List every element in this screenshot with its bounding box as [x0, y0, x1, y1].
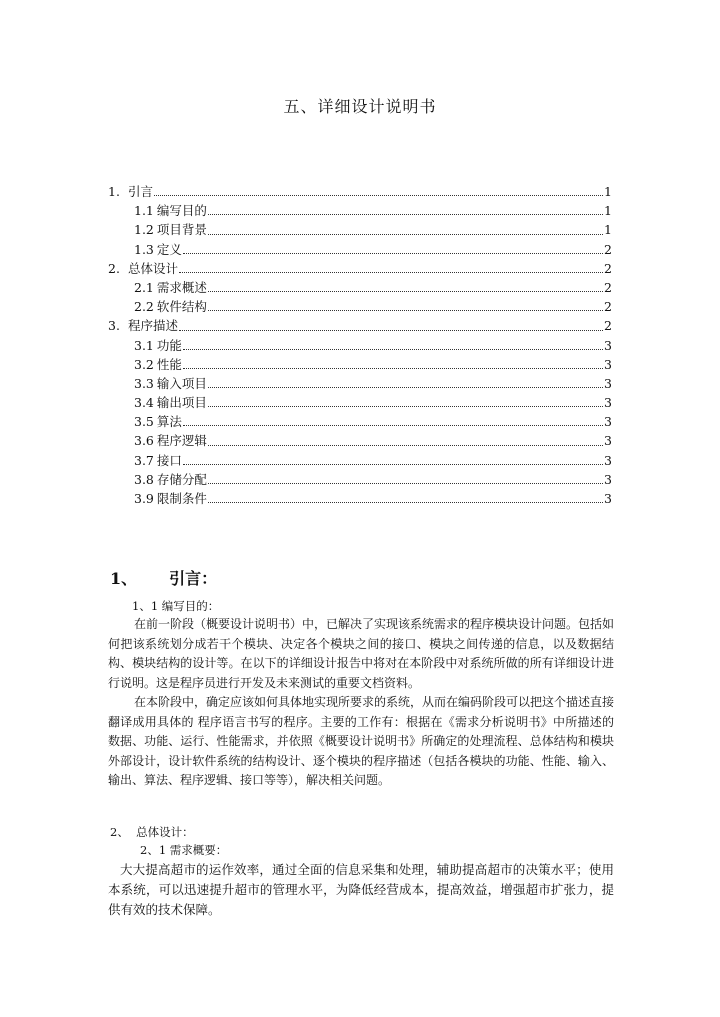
toc-entry-number: 2.2	[134, 299, 154, 315]
toc-entry-label: 总体设计	[127, 260, 178, 276]
toc-entry-background[interactable]	[108, 220, 612, 239]
toc-entry-interface[interactable]	[108, 451, 612, 470]
toc-entry-constraints[interactable]	[108, 489, 612, 508]
table-of-contents	[108, 182, 612, 508]
toc-entry-output-items[interactable]	[108, 393, 612, 412]
toc-entry-number: 3.3	[134, 375, 154, 391]
toc-leader-dots	[208, 233, 603, 235]
toc-leader-dots	[154, 194, 603, 196]
toc-entry-page: 1	[604, 203, 612, 219]
toc-leader-dots	[208, 444, 603, 446]
section-1-1-heading: 1、1 编写目的：	[132, 599, 220, 613]
toc-entry-number: 2.	[108, 260, 120, 276]
toc-entry-number: 3.4	[134, 395, 154, 411]
toc-entry-performance[interactable]	[108, 355, 612, 374]
toc-entry-label: 性能	[156, 356, 182, 372]
toc-leader-dots	[183, 367, 603, 369]
toc-entry-page: 3	[604, 337, 612, 353]
toc-entry-number: 3.6	[134, 433, 154, 449]
toc-leader-dots	[183, 463, 603, 465]
toc-entry-page: 3	[604, 471, 612, 487]
section-1-paragraph-1: 在前一阶段（概要设计说明书）中，已解决了实现该系统需求的程序模块设计问题。包括如何把该系统划分成若干个模块、决定各个模块之间的接口、模块之间传递的信息，以及数据结构、模块结构的设计等。在以下的详细设计报告中将对在本阶段中对系统所做的所有详细设计进行说明。这是程序员进行开发及未来测试的重要文档资料。	[108, 617, 615, 690]
section-2-paragraph: 大大提高超市的运作效率，通过全面的信息采集和处理，辅助提高超市的决策水平；使用本系统，可以迅速提升超市的管理水平，为降低经营成本，提高效益，增强超市扩张力，提供有效的技术保障。	[108, 862, 614, 917]
toc-entry-number: 3.7	[134, 452, 154, 468]
toc-entry-software-structure[interactable]	[108, 297, 612, 316]
toc-leader-dots	[179, 329, 603, 331]
toc-entry-number: 1.2	[134, 222, 154, 238]
section-1-title: 引言：	[169, 569, 218, 588]
toc-entry-page: 1	[604, 222, 612, 238]
toc-leader-dots	[208, 309, 603, 311]
toc-entry-label: 算法	[156, 414, 182, 430]
toc-leader-dots	[208, 213, 603, 215]
toc-entry-page: 3	[604, 491, 612, 506]
toc-entry-program-description[interactable]	[108, 316, 612, 335]
toc-leader-dots	[208, 386, 603, 388]
toc-entry-page: 2	[604, 318, 612, 334]
document-title: 五、详细设计说明书	[283, 97, 437, 116]
section-1-heading	[110, 566, 217, 589]
toc-entry-page: 3	[604, 375, 612, 391]
toc-entry-intro[interactable]	[108, 182, 612, 201]
toc-entry-number: 3.2	[134, 356, 154, 372]
section-2-heading: 2、 总体设计：	[110, 825, 194, 839]
toc-entry-page: 2	[604, 279, 612, 295]
toc-entry-label: 接口	[156, 452, 182, 468]
toc-entry-label: 定义	[156, 241, 182, 257]
toc-entry-program-logic[interactable]	[108, 431, 612, 450]
toc-entry-number: 3.8	[134, 471, 154, 487]
toc-entry-number: 1.3	[134, 241, 154, 257]
toc-entry-number: 3.9	[134, 491, 154, 506]
toc-leader-dots	[208, 405, 603, 407]
toc-entry-purpose[interactable]	[108, 201, 612, 220]
toc-entry-page: 3	[604, 356, 612, 372]
toc-entry-algorithm[interactable]	[108, 412, 612, 431]
toc-entry-page: 2	[604, 299, 612, 315]
toc-entry-label: 输入项目	[156, 375, 207, 391]
toc-entry-number: 1.1	[134, 203, 154, 219]
toc-entry-number: 2.1	[134, 279, 154, 295]
toc-entry-label: 存储分配	[156, 471, 207, 487]
toc-entry-function[interactable]	[108, 336, 612, 355]
toc-entry-requirements-overview[interactable]	[108, 278, 612, 297]
toc-entry-number: 3.1	[134, 337, 154, 353]
toc-leader-dots	[183, 424, 603, 426]
toc-entry-page: 3	[604, 433, 612, 449]
toc-entry-page: 2	[604, 260, 612, 276]
toc-entry-number: 3.	[108, 318, 120, 334]
toc-leader-dots	[183, 252, 603, 254]
section-1-paragraph-2: 在本阶段中，确定应该如何具体地实现所要求的系统，从而在编码阶段可以把这个描述直接翻译成用具体的 程序语言书写的程序。主要的工作有：根据在《需求分析说明书》中所描述的数据、功能、运行、性能需求，并依照《概要设计说明书》所确定的处理流程、总体结构和模块外部设计，设计软件系统的结构设计、逐个模块的程序描述（包括各模块的功能、性能、输入、输出、算法、程序逻辑、接口等等），解决相关问题。	[108, 695, 615, 787]
toc-entry-page: 3	[604, 395, 612, 411]
toc-entry-page: 2	[604, 241, 612, 257]
toc-entry-number: 3.5	[134, 414, 154, 430]
toc-entry-label: 引言	[127, 184, 153, 199]
section-1-number: 1、	[110, 569, 138, 588]
toc-leader-dots	[208, 290, 603, 292]
toc-entry-input-items[interactable]	[108, 374, 612, 393]
toc-entry-storage-allocation[interactable]	[108, 470, 612, 489]
toc-entry-label: 功能	[156, 337, 182, 353]
toc-entry-label: 编写目的	[156, 203, 207, 219]
toc-entry-definitions[interactable]	[108, 240, 612, 259]
toc-entry-label: 需求概述	[156, 279, 207, 295]
toc-leader-dots	[179, 271, 603, 273]
toc-leader-dots	[208, 482, 603, 484]
toc-entry-overall-design[interactable]	[108, 259, 612, 278]
toc-entry-page: 3	[604, 452, 612, 468]
toc-entry-page: 1	[604, 184, 612, 199]
toc-entry-label: 项目背景	[156, 222, 207, 238]
toc-entry-label: 输出项目	[156, 395, 207, 411]
section-2-1-heading: 2、1 需求概要：	[140, 843, 228, 857]
toc-entry-number: 1.	[108, 184, 120, 199]
toc-leader-dots	[183, 348, 603, 350]
toc-entry-label: 程序描述	[127, 318, 178, 334]
toc-entry-label: 软件结构	[156, 299, 207, 315]
toc-entry-label: 限制条件	[156, 491, 207, 506]
toc-entry-label: 程序逻辑	[156, 433, 207, 449]
toc-entry-page: 3	[604, 414, 612, 430]
toc-leader-dots	[208, 501, 603, 503]
